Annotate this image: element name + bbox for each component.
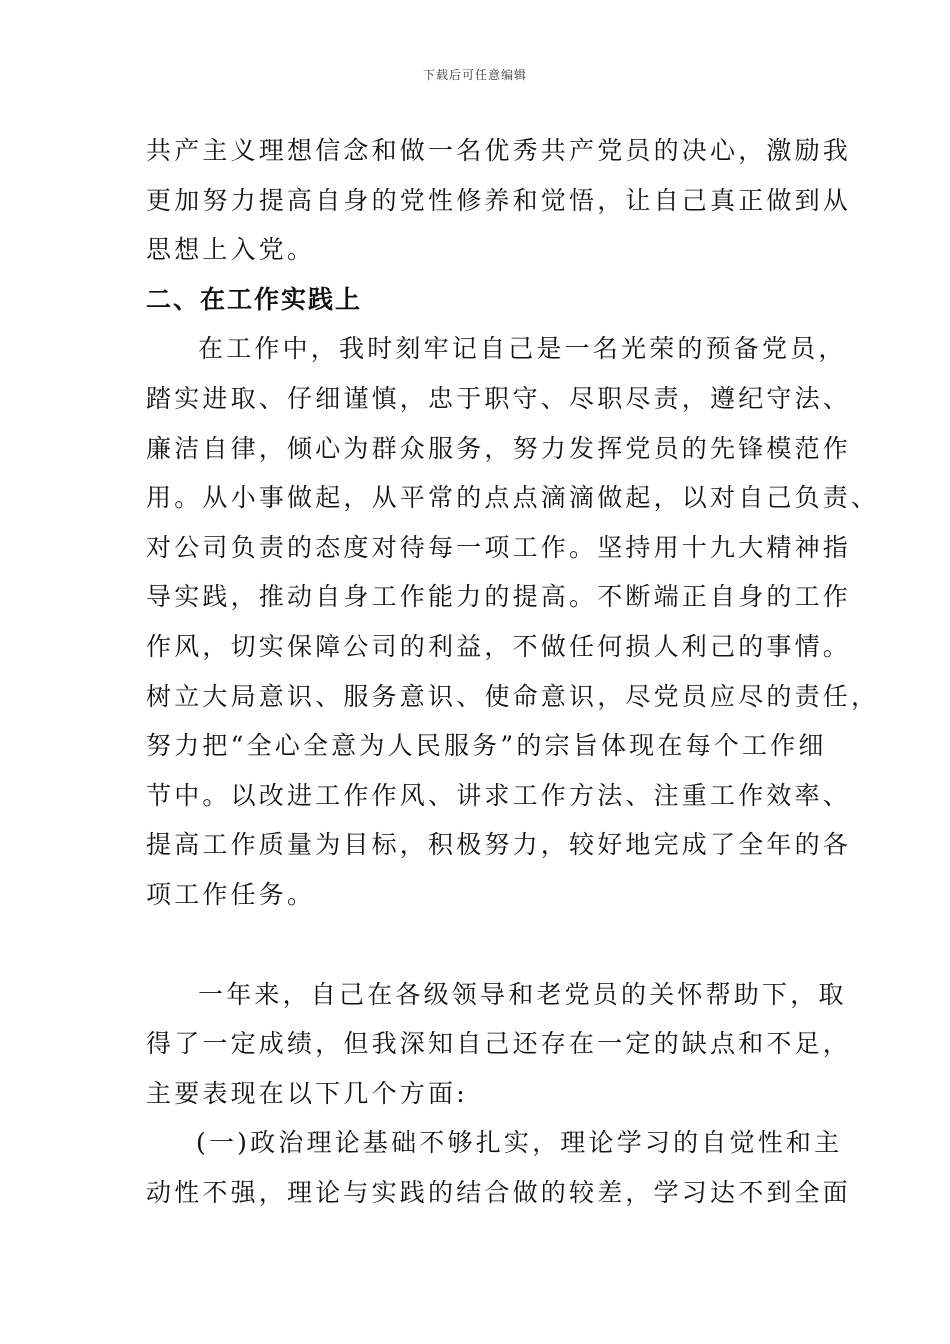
text-line: 用。从小事做起，从平常的点点滴滴做起，以对自己负责、: [146, 483, 880, 513]
text-line: 更加努力提高自身的党性修养和觉悟，让自己真正做到从: [146, 185, 852, 215]
text-line: 节中。以改进工作作风、讲求工作方法、注重工作效率、: [146, 780, 852, 810]
text-line: 思想上入党。: [146, 235, 316, 265]
text-line: 一年来，自己在各级领导和老党员的关怀帮助下，取: [198, 979, 847, 1009]
text-line: 主要表现在以下几个方面:: [146, 1078, 468, 1108]
text-line: 提高工作质量为目标，积极努力，较好地完成了全年的各: [146, 830, 852, 860]
text-line: 导实践，推动自身工作能力的提高。不断端正自身的工作: [146, 582, 852, 612]
text-line: 共产主义理想信念和做一名优秀共产党员的决心，激励我: [146, 136, 852, 165]
text-line: 作风，切实保障公司的利益，不做任何损人利己的事情。: [146, 631, 852, 661]
page-header: 下载后可任意编辑: [422, 68, 527, 82]
text-line: 努力把“全心全意为人民服务”的宗旨体现在每个工作细: [146, 731, 827, 761]
text-line: 廉洁自律，倾心为群众服务，努力发挥党员的先锋模范作: [146, 433, 852, 463]
paragraph-gap: [146, 920, 826, 970]
text-line: 项工作任务。: [146, 879, 316, 909]
text-line: 对公司负责的态度对待每一项工作。坚持用十九大精神指: [146, 532, 852, 562]
list-item-line: (一)政治理论基础不够扎实，理论学习的自觉性和主: [196, 1128, 843, 1158]
text-line: 得了一定成绩，但我深知自己还存在一定的缺点和不足，: [146, 1029, 852, 1059]
text-line: 在工作中，我时刻牢记自己是一名光荣的预备党员，: [198, 334, 847, 364]
text-line: 动性不强，理论与实践的结合做的较差，学习达不到全面: [146, 1177, 852, 1207]
text-line: 踏实进取、仔细谨慎，忠于职守、尽职尽责，遵纪守法、: [146, 383, 852, 413]
document-body: [146, 126, 880, 1217]
section-heading: 二、在工作实践上: [146, 284, 363, 314]
text-line: 树立大局意识、服务意识、使命意识，尽党员应尽的责任，: [146, 681, 880, 711]
